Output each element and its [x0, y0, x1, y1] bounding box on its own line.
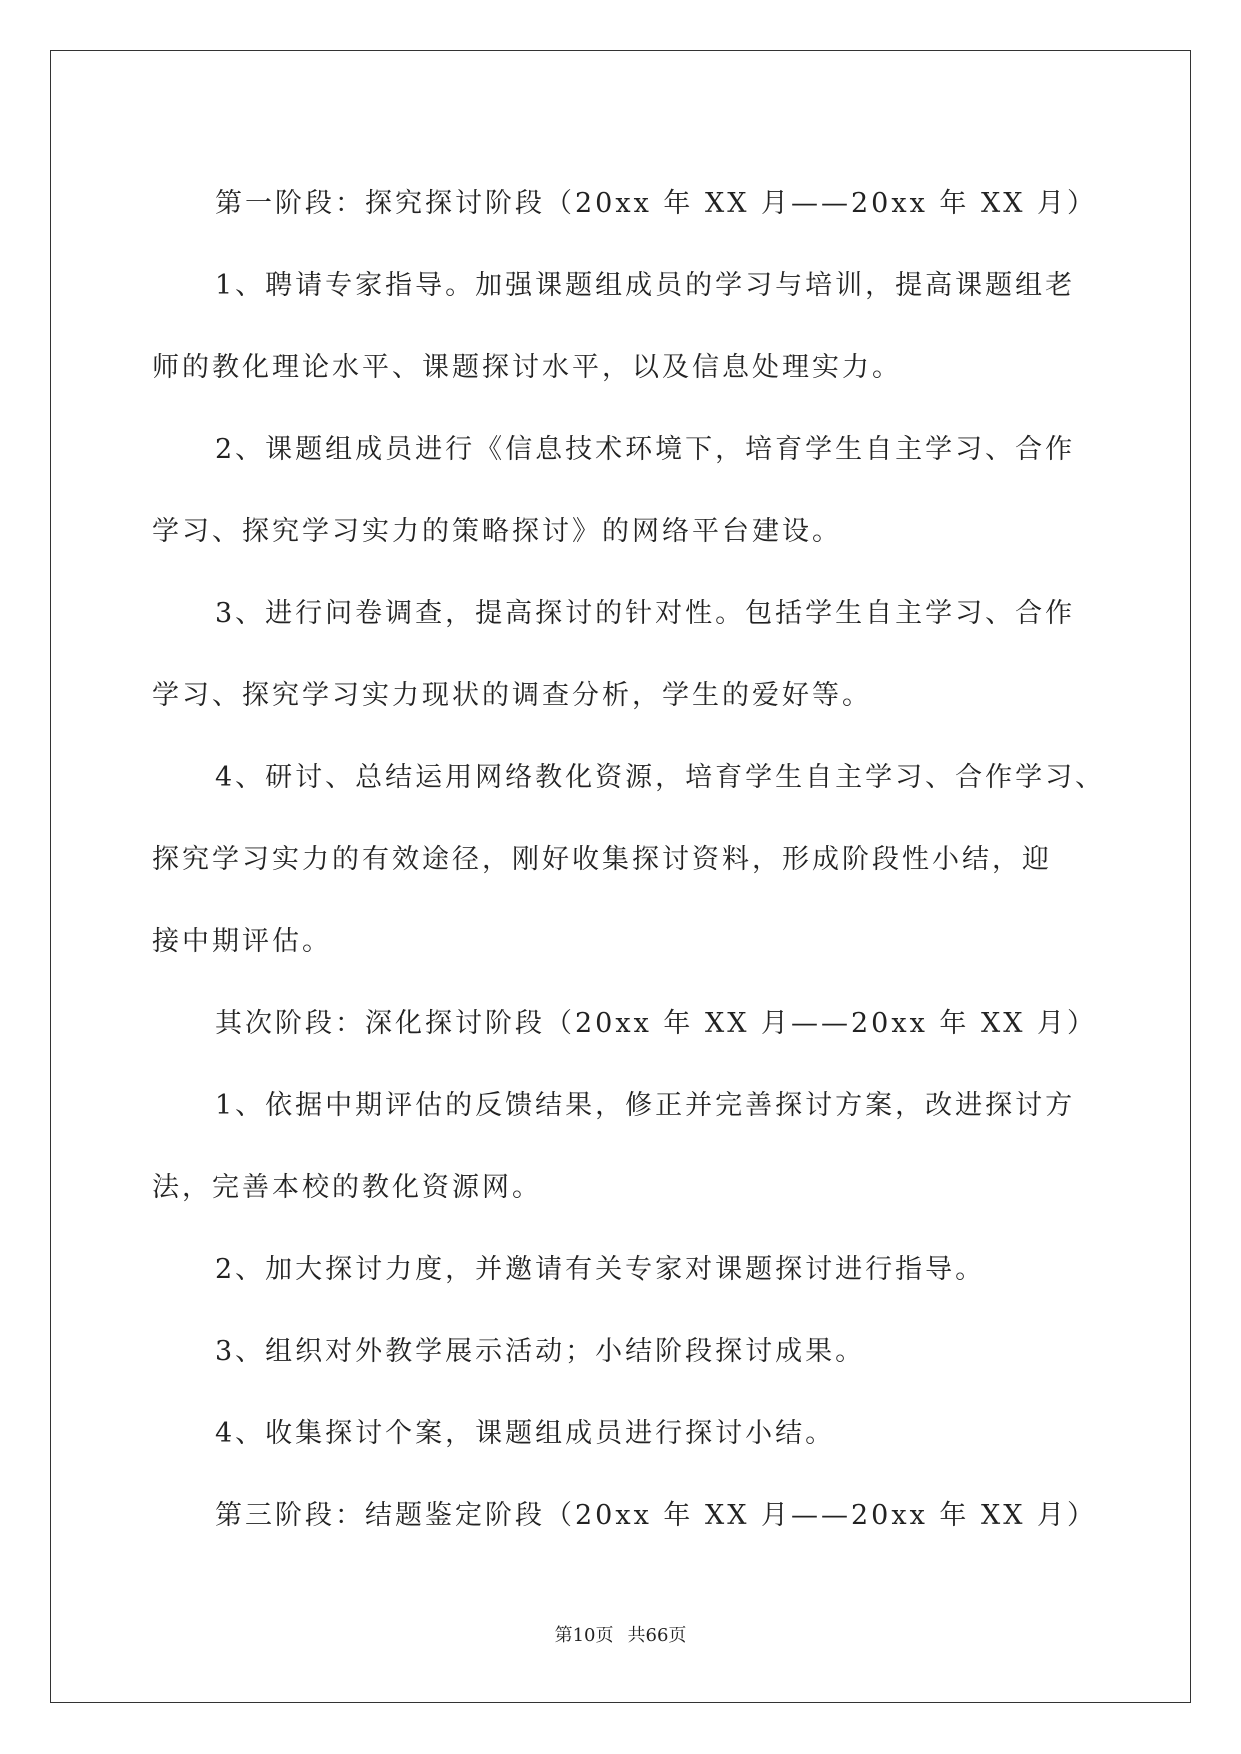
- paragraph-line: 4、收集探讨个案，课题组成员进行探讨小结。: [215, 1418, 836, 1449]
- paragraph-stage1-item4: [152, 737, 1106, 983]
- paragraph-stage1-heading: [152, 163, 1098, 245]
- paragraph-stage1-item1: [152, 245, 1092, 409]
- paragraph-line: 接中期评估。: [152, 926, 332, 957]
- paragraph-stage2-heading: [152, 983, 1098, 1065]
- paragraph-line: 第三阶段：结题鉴定阶段（20xx 年 XX 月——20xx 年 XX 月）: [215, 1500, 1098, 1531]
- paragraph-line: 探究学习实力的有效途径，刚好收集探讨资料，形成阶段性小结，迎: [152, 844, 1052, 875]
- paragraph-line: 3、组织对外教学展示活动；小结阶段探讨成果。: [215, 1336, 866, 1367]
- paragraph-line: 1、聘请专家指导。加强课题组成员的学习与培训，提高课题组老: [215, 270, 1076, 301]
- paragraph-stage2-item2: [152, 1229, 1092, 1311]
- paragraph-line: 4、研讨、总结运用网络教化资源，培育学生自主学习、合作学习、: [215, 762, 1106, 793]
- paragraph-stage3-heading: [152, 1475, 1098, 1557]
- document-body: [152, 163, 1106, 1557]
- paragraph-stage1-item2: [152, 409, 1092, 573]
- paragraph-line: 2、加大探讨力度，并邀请有关专家对课题探讨进行指导。: [215, 1254, 986, 1285]
- paragraph-line: 2、课题组成员进行《信息技术环境下，培育学生自主学习、合作: [215, 434, 1076, 465]
- paragraph-line: 学习、探究学习实力现状的调查分析，学生的爱好等。: [152, 680, 872, 711]
- current-page-number: 第10页: [554, 1625, 614, 1646]
- paragraph-line: 师的教化理论水平、课题探讨水平，以及信息处理实力。: [152, 352, 902, 383]
- total-page-count: 共66页: [627, 1625, 687, 1646]
- paragraph-line: 第一阶段：探究探讨阶段（20xx 年 XX 月——20xx 年 XX 月）: [215, 188, 1098, 219]
- paragraph-line: 其次阶段：深化探讨阶段（20xx 年 XX 月——20xx 年 XX 月）: [215, 1008, 1098, 1039]
- paragraph-stage1-item3: [152, 573, 1092, 737]
- paragraph-line: 3、进行问卷调查，提高探讨的针对性。包括学生自主学习、合作: [215, 598, 1076, 629]
- paragraph-line: 法，完善本校的教化资源网。: [152, 1172, 542, 1203]
- paragraph-line: 1、依据中期评估的反馈结果，修正并完善探讨方案，改进探讨方: [215, 1090, 1076, 1121]
- paragraph-line: 学习、探究学习实力的策略探讨》的网络平台建设。: [152, 516, 842, 547]
- paragraph-stage2-item3: [152, 1311, 1092, 1393]
- paragraph-stage2-item1: [152, 1065, 1092, 1229]
- page-footer: [0, 1621, 1241, 1647]
- paragraph-stage2-item4: [152, 1393, 1092, 1475]
